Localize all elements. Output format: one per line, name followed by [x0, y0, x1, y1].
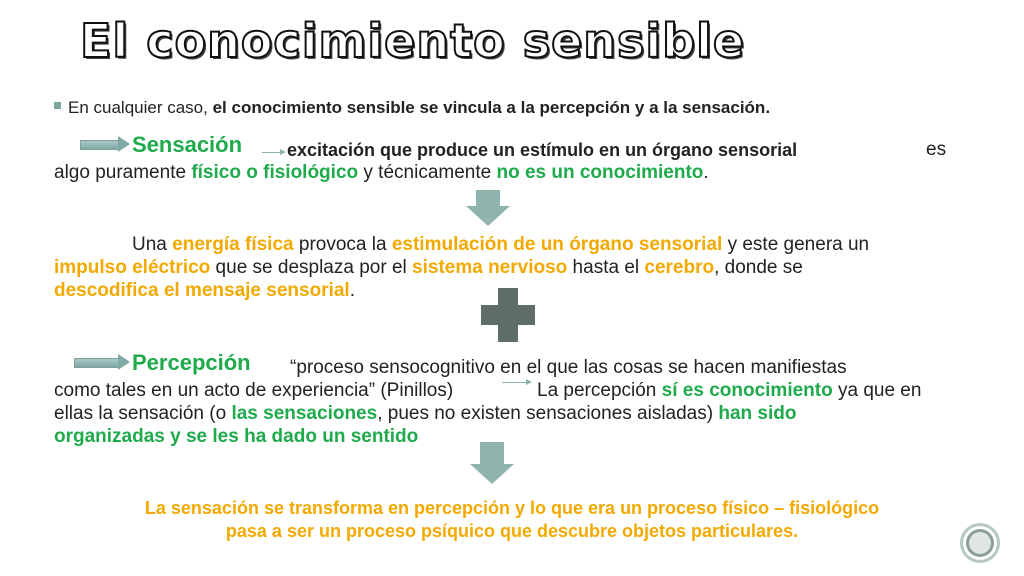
connector-arrow-icon: [526, 379, 532, 385]
text: y este genera un: [722, 234, 870, 255]
percepcion-line-2a: como tales en un acto de experiencia” (Pinillos): [54, 380, 454, 401]
percepcion-line-2b: [537, 379, 921, 403]
yellow-text: cerebro: [644, 257, 715, 278]
text: ya que en: [832, 380, 922, 401]
yellow-text: estimulación de un órgano sensorial: [391, 234, 723, 255]
right-arrow-icon: [118, 136, 130, 152]
right-arrow-icon: [74, 358, 120, 368]
yellow-text: energía física: [172, 234, 294, 255]
text: hasta el: [567, 257, 645, 278]
intro-bold: el conocimiento sensible se vincula a la percepción y a la sensación.: [212, 98, 771, 117]
conclusion-line-1: La sensación se transforma en percepción y lo que era un proceso físico – fisiológico: [144, 498, 880, 518]
yellow-text: sistema nervioso: [412, 257, 568, 278]
down-arrow-icon: [466, 206, 510, 226]
right-arrow-icon: [80, 140, 120, 150]
green-text: no es un conocimiento: [496, 162, 704, 183]
down-arrow-icon: [470, 464, 514, 484]
text: provoca la: [293, 234, 392, 255]
bullet-square-icon: [54, 102, 61, 109]
percepcion-line-1: “proceso sensocognitivo en el que las cosas se hacen manifiestas: [290, 357, 847, 378]
text: .: [703, 162, 709, 183]
down-arrow-icon: [480, 442, 504, 464]
conclusion-line-2: pasa a ser un proceso psíquico que descubre objetos particulares.: [225, 521, 799, 541]
energia-line-3: [54, 279, 355, 303]
text: y técnicamente: [358, 162, 497, 183]
text: , donde se: [714, 257, 803, 278]
sensacion-es: es: [926, 139, 947, 160]
cross-icon: [481, 305, 535, 325]
connector-arrow-icon: [262, 152, 280, 153]
percepcion-heading: Percepción: [132, 350, 251, 375]
percepcion-line-3: [54, 402, 796, 426]
text: Una: [132, 234, 173, 255]
sensacion-definition: excitación que produce un estímulo en un órgano sensorial: [287, 140, 798, 160]
text: .: [349, 280, 355, 301]
text: , pues no existen sensaciones aisladas): [377, 403, 719, 424]
connector-arrow-icon: [280, 149, 286, 155]
green-text: sí es conocimiento: [661, 380, 833, 401]
intro-text: En cualquier caso,: [68, 98, 213, 117]
yellow-text: descodifica el mensaje sensorial: [54, 280, 350, 301]
green-text: físico o fisiológico: [191, 162, 359, 183]
sensacion-heading: Sensación: [132, 132, 243, 157]
text: ellas la sensación (o: [54, 403, 232, 424]
connector-arrow-icon: [502, 382, 526, 383]
text: algo puramente: [54, 162, 192, 183]
slide-title: El conocimiento sensible: [80, 14, 746, 68]
down-arrow-icon: [476, 190, 500, 206]
green-text: las sensaciones: [231, 403, 378, 424]
text: La percepción: [537, 380, 662, 401]
energia-line-1: [132, 233, 869, 257]
text: que se desplaza por el: [210, 257, 413, 278]
page-badge-icon: [960, 523, 1000, 563]
energia-line-2: [54, 256, 803, 280]
sensacion-line-2: [54, 161, 709, 185]
yellow-text: impulso eléctrico: [54, 257, 211, 278]
intro-bullet: [68, 96, 770, 120]
right-arrow-icon: [118, 354, 130, 370]
percepcion-line-4: organizadas y se les ha dado un sentido: [54, 426, 419, 447]
green-text: han sido: [718, 403, 797, 424]
